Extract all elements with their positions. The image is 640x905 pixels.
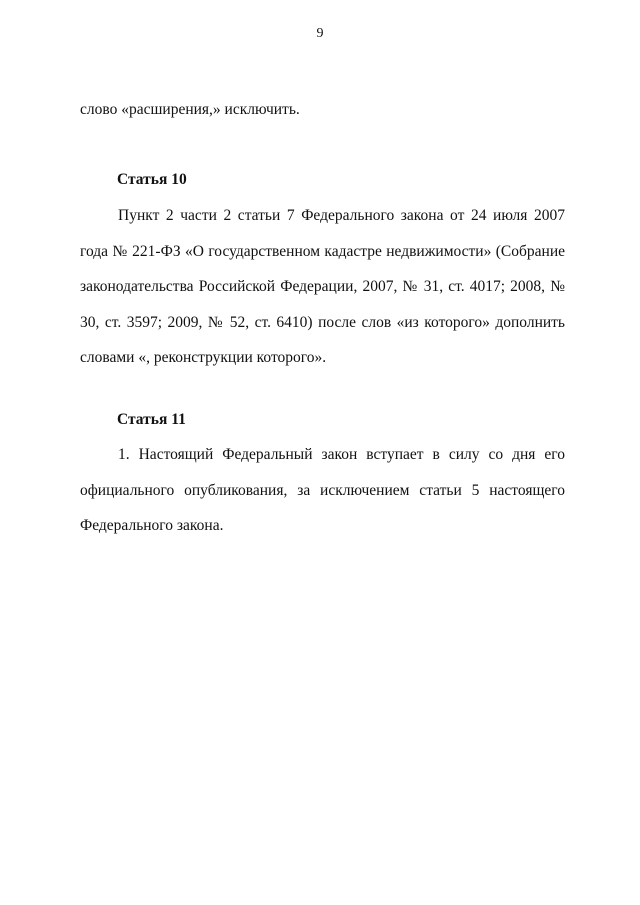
- article-10-heading: Статья 10: [117, 171, 187, 188]
- article-11-paragraph: 1. Настоящий Федеральный закон вступает в силу со дня его официального опубликования, за исключением статьи 5 настоящего Федерального закона.: [80, 446, 565, 534]
- article-10-paragraph: Пункт 2 части 2 статьи 7 Федерального закона от 24 июля 2007 года № 221-ФЗ «О государственном кадастре недвижимости» (Собрание законодательства Российской Федерации, 2007, № 31, ст. 4017; 2008, № 30, ст. 3597; 2009, № 52, ст. 6410) после слов «из которого» дополнить словами «, реконструкции которого».: [80, 207, 565, 366]
- page-number: 9: [316, 26, 324, 41]
- article-11-heading: Статья 11: [117, 411, 186, 428]
- intro-paragraph: слово «расширения,» исключить.: [80, 101, 300, 118]
